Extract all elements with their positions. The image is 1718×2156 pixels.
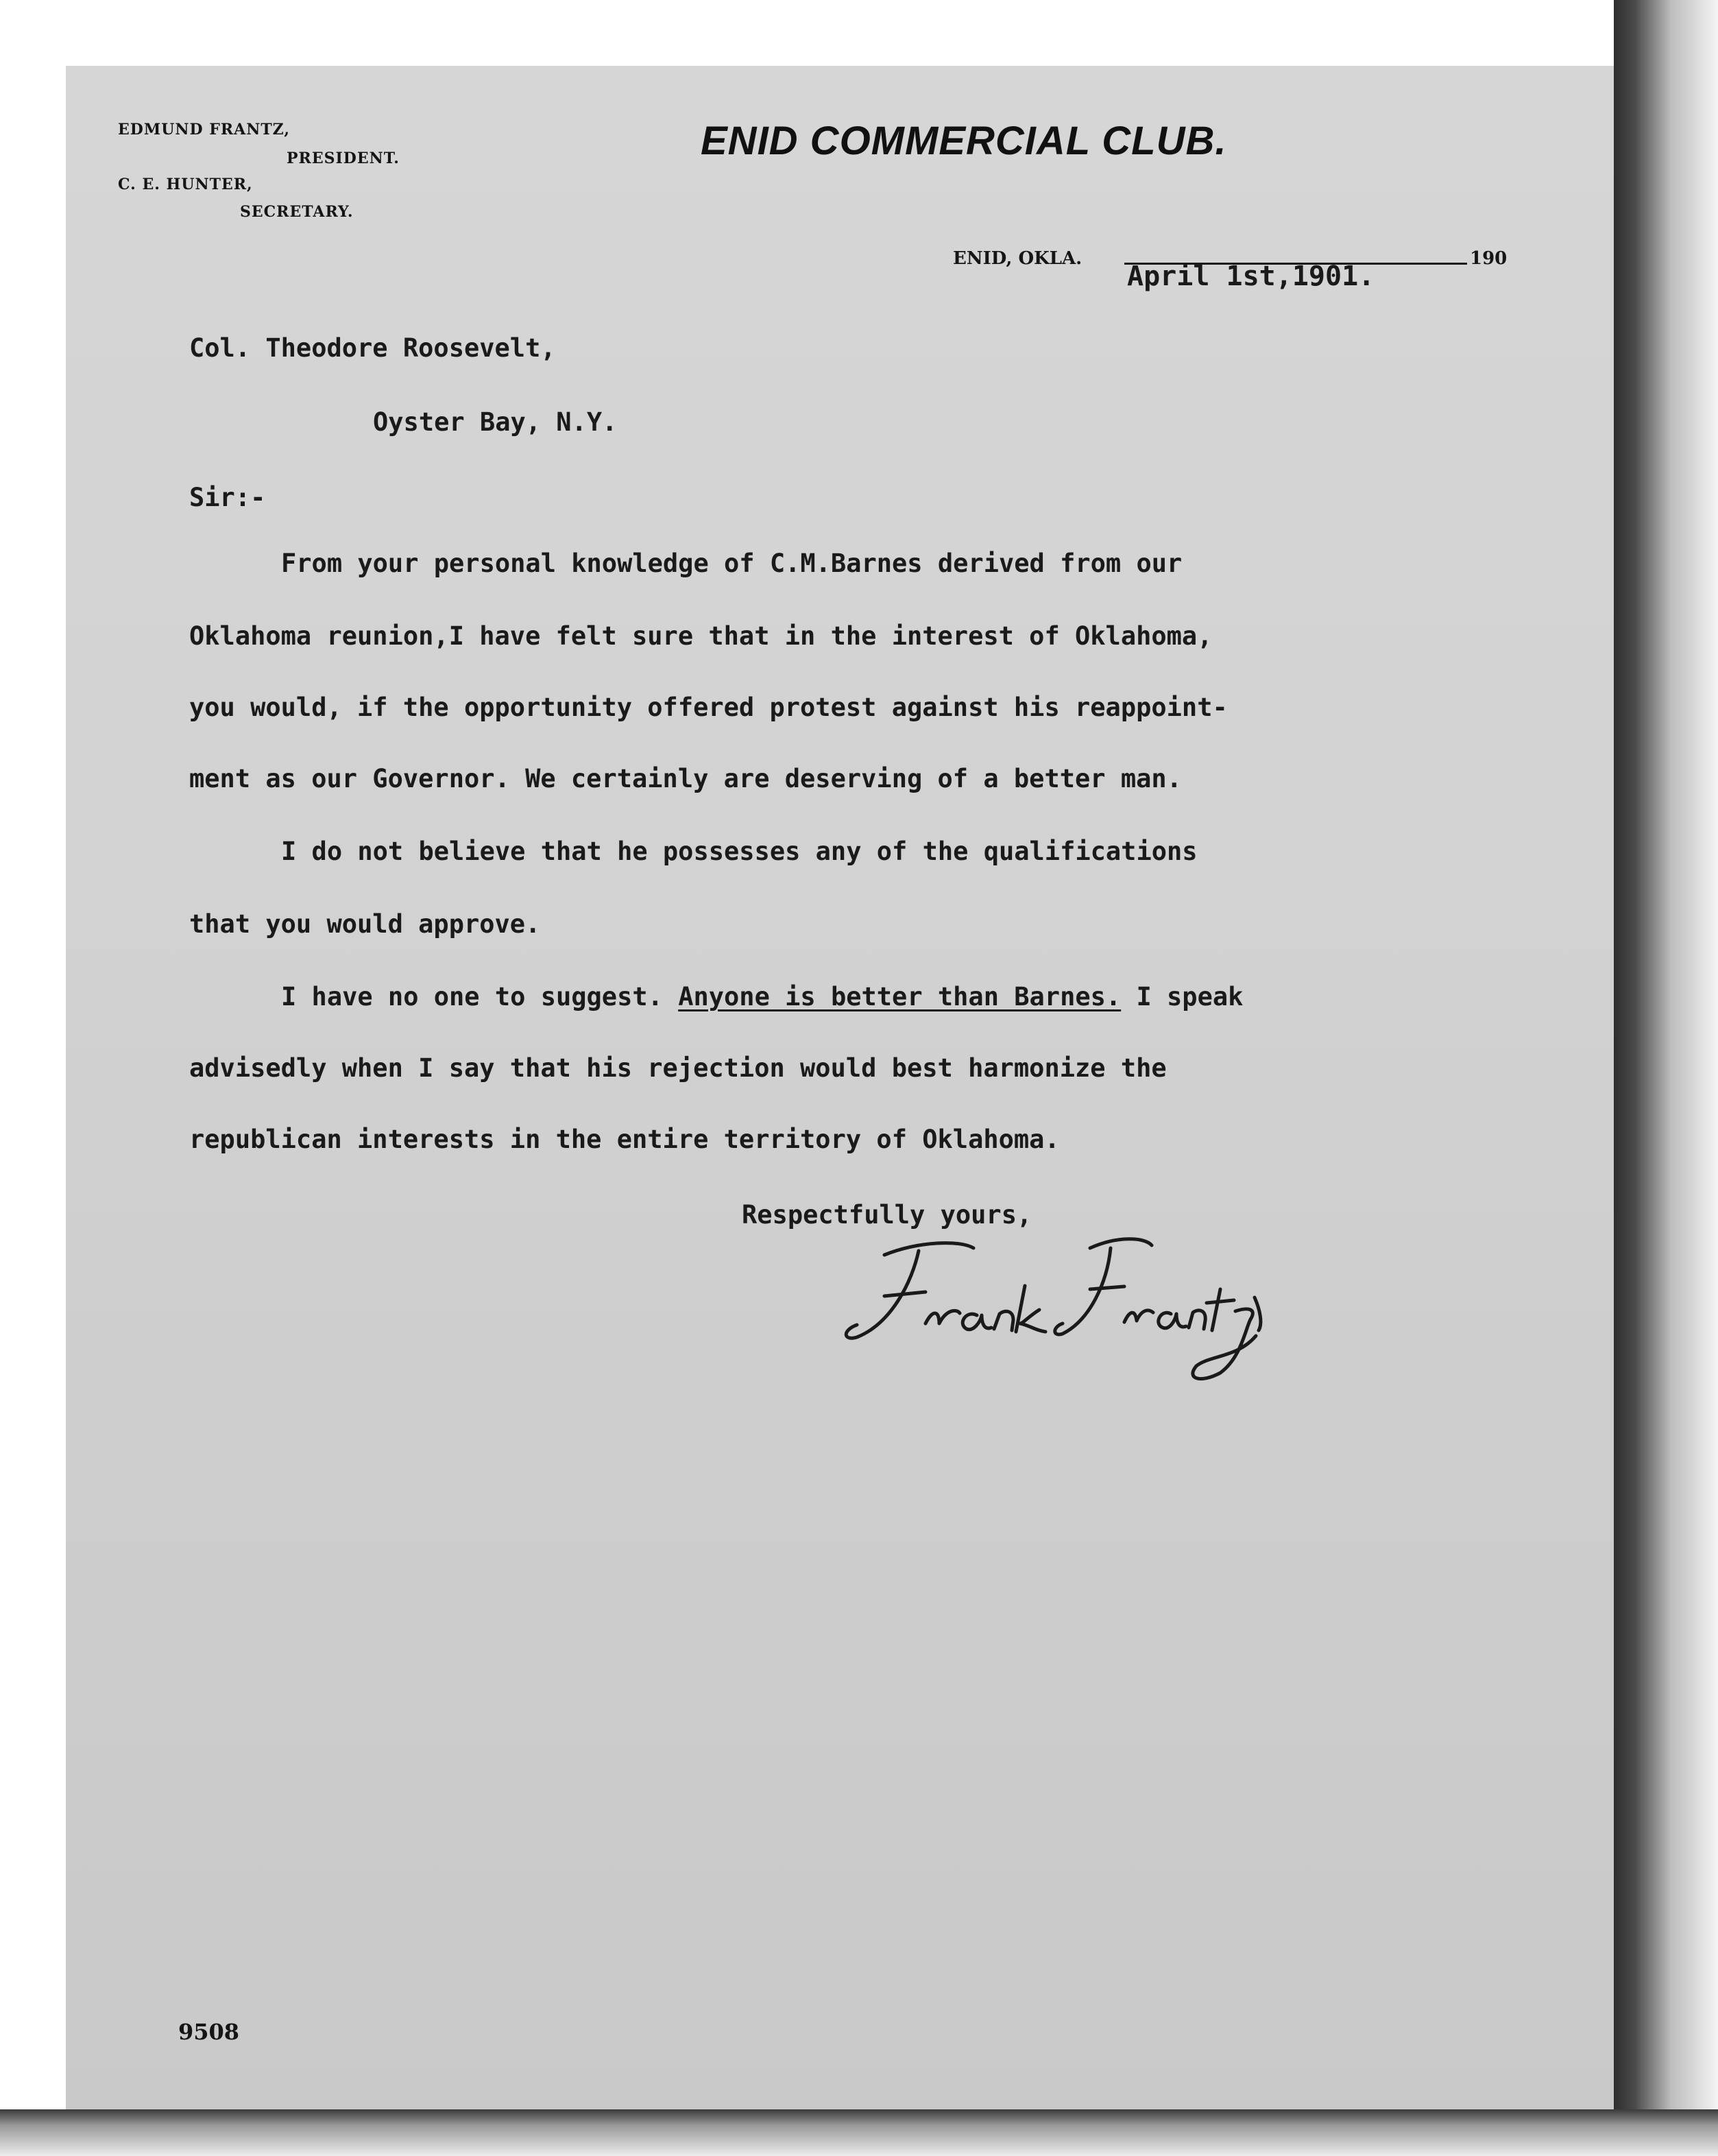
president-title: PRESIDENT. bbox=[287, 149, 400, 167]
scan-right-edge-shadow bbox=[1614, 0, 1718, 2156]
document-number: 9508 bbox=[178, 2019, 240, 2045]
closing: Respectfully yours, bbox=[742, 1200, 1032, 1230]
body-line: ment as our Governor. We certainly are deserving of a better man. bbox=[189, 764, 1182, 793]
secretary-name: C. E. HUNTER, bbox=[118, 176, 253, 193]
president-name: EDMUND FRANTZ, bbox=[118, 121, 291, 139]
body-segment: I have no one to suggest. bbox=[281, 982, 663, 1011]
club-name: ENID COMMERCIAL CLUB. bbox=[701, 119, 1227, 163]
body-segment: I speak bbox=[1136, 982, 1244, 1011]
body-line: Oklahoma reunion,I have felt sure that in the interest of Oklahoma, bbox=[189, 621, 1213, 651]
body-line: you would, if the opportunity offered protest against his reappoint- bbox=[189, 693, 1228, 722]
salutation: Sir:- bbox=[189, 483, 266, 512]
dateline-place: ENID, OKLA. bbox=[953, 248, 1082, 269]
addressee-location: Oyster Bay, N.Y. bbox=[373, 407, 618, 437]
body-line: I do not believe that he possesses any of the qualifications bbox=[281, 837, 1198, 866]
body-line: From your personal knowledge of C.M.Barnes derived from our bbox=[281, 549, 1183, 578]
letter-page bbox=[66, 66, 1614, 2109]
scan-bottom-edge bbox=[0, 2109, 1718, 2156]
body-line: republican interests in the entire territory of Oklahoma. bbox=[189, 1125, 1060, 1154]
underlined-phrase: Anyone is better than Barnes. bbox=[678, 982, 1122, 1011]
letter-date: April 1st,1901. bbox=[1127, 261, 1375, 292]
body-line: that you would approve. bbox=[189, 909, 541, 939]
body-line bbox=[281, 982, 1243, 1011]
body-line: advisedly when I say that his rejection would best harmonize the bbox=[189, 1053, 1167, 1083]
dateline-year-stub: 190 bbox=[1470, 248, 1508, 269]
signature bbox=[836, 1221, 1275, 1385]
secretary-title: SECRETARY. bbox=[240, 203, 354, 221]
addressee-name: Col. Theodore Roosevelt, bbox=[189, 333, 556, 363]
